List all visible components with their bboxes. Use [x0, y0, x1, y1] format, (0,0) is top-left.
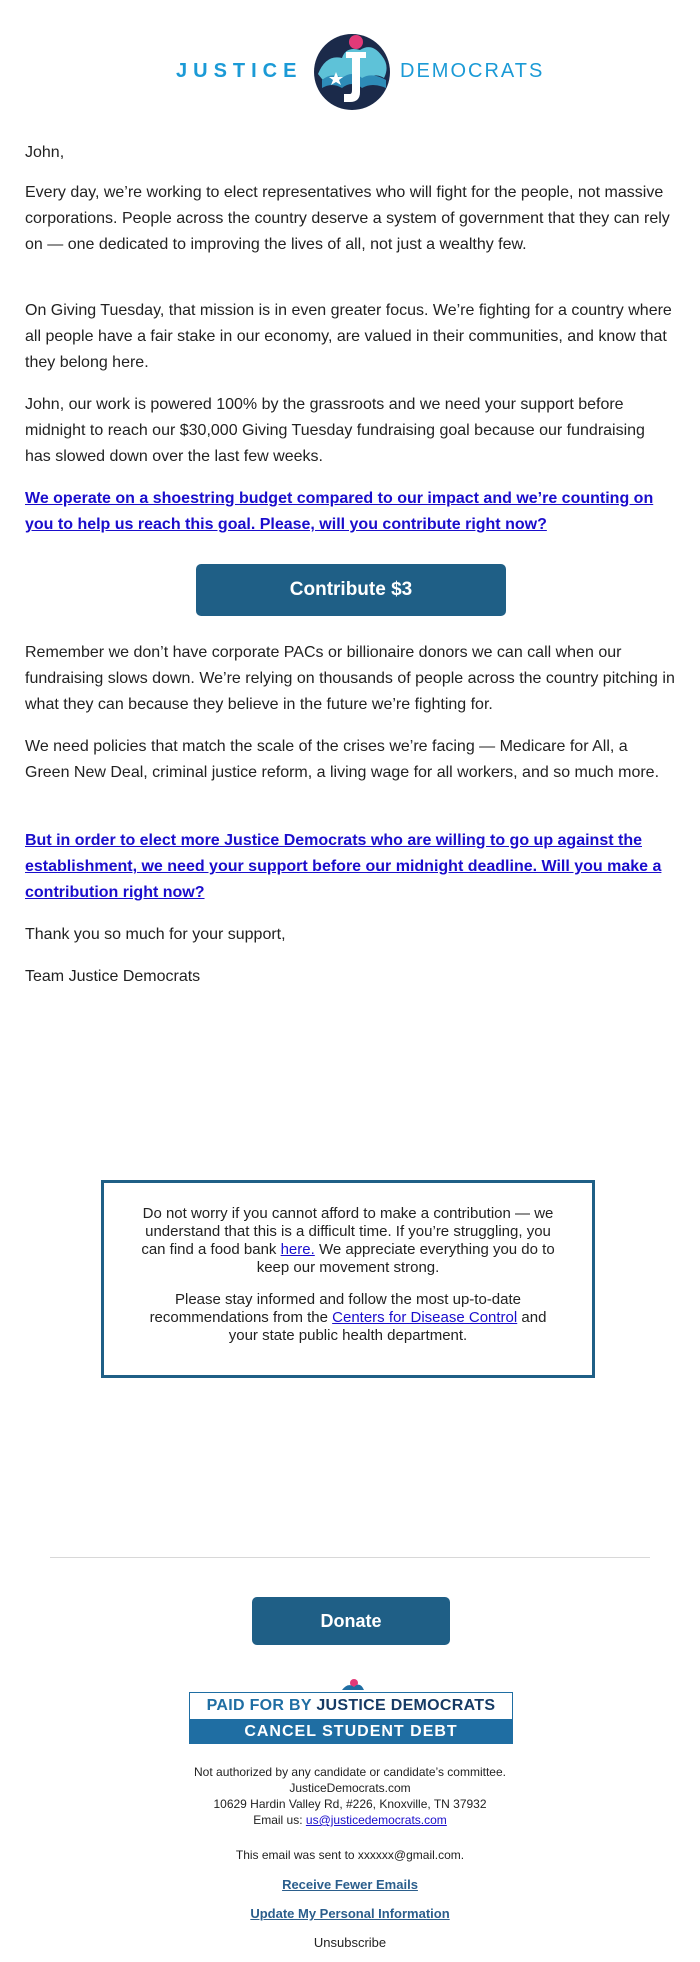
cancel-student-debt-line: CANCEL STUDENT DEBT — [189, 1720, 513, 1744]
paid-for-banner — [189, 1692, 513, 1744]
closing-line: Thank you so much for your support, — [25, 926, 286, 943]
appeal-link-1-container — [25, 486, 675, 538]
paid-for-line: PAID FOR BY JUSTICE DEMOCRATS — [189, 1692, 513, 1720]
notice-paragraph-1: Do not worry if you cannot afford to make a contribution — we understand that this is a difficult time. If you’re struggling, you can find a food bank here. We appreciate everything you do to keep our movement strong. — [141, 1205, 555, 1276]
signature: Team Justice Democrats — [25, 968, 201, 985]
paragraph-4: Remember we don’t have corporate PACs or billionaire donors we can call when our fundraising slows down. We’re relying on thousands of people across the country pitching in what they can because they believe in the future we’re fighting for. — [25, 644, 675, 713]
receive-fewer-emails-link[interactable]: Receive Fewer Emails — [282, 1877, 418, 1892]
donate-button[interactable]: Donate — [252, 1597, 450, 1645]
greeting: John, — [25, 144, 65, 161]
paragraph-2: On Giving Tuesday, that mission is in even greater focus. We’re fighting for a country where all people have a fair stake in our economy, are valued in their communities, and know that they belong here. — [25, 302, 672, 371]
paragraph-5: We need policies that match the scale of the crises we’re facing — Medicare for All, a Green New Deal, criminal justice reform, a living wage for all workers, and so much more. — [25, 738, 660, 781]
hardship-notice-box — [101, 1180, 595, 1378]
contribute-button[interactable]: Contribute $3 — [196, 564, 506, 616]
email-line: Email us: us@justicedemocrats.com — [253, 1813, 447, 1827]
justice-democrats-logo-icon — [312, 32, 392, 112]
appeal-link-1[interactable]: We operate on a shoestring budget compared to our impact and we’re counting on you to help us reach this goal. Please, will you contribute right now? — [25, 490, 654, 533]
brand-democrats: DEMOCRATS — [400, 60, 545, 82]
paragraph-1: Every day, we’re working to elect representatives who will fight for the people, not massive corporations. People across the country deserve a system of government that they can rely on — one dedicated to improving the lives of all, not just a wealthy few. — [25, 184, 670, 253]
email-link[interactable]: us@justicedemocrats.com — [305, 1813, 447, 1827]
sent-to-line: This email was sent to xxxxxx@gmail.com. — [235, 1848, 465, 1862]
email-header — [0, 28, 700, 112]
appeal-link-2-container — [25, 828, 675, 906]
website-text: JusticeDemocrats.com — [289, 1781, 411, 1795]
update-info-link[interactable]: Update My Personal Information — [250, 1906, 450, 1921]
paragraph-3: John, our work is powered 100% by the grassroots and we need your support before midnight to reach our $30,000 Giving Tuesday fundraising goal because our fundraising has slowed down over the last few weeks. — [25, 396, 645, 465]
unsubscribe-link[interactable]: Unsubscribe — [313, 1935, 387, 1950]
appeal-link-2[interactable]: But in order to elect more Justice Democrats who are willing to go up against the establishment, we need your support before our midnight deadline. Will you make a contribution right now? — [25, 832, 662, 901]
disclaimer: Not authorized by any candidate or candidate’s committee. — [194, 1765, 506, 1779]
cdc-link[interactable]: Centers for Disease Control — [332, 1309, 518, 1326]
brand-justice: JUSTICE — [176, 60, 303, 82]
food-bank-link[interactable]: here. — [280, 1241, 315, 1258]
notice-paragraph-2: Please stay informed and follow the most up-to-date recommendations from the Centers for Disease Control and your state public health department. — [149, 1291, 547, 1344]
mailing-address: 10629 Hardin Valley Rd, #226, Knoxville, TN 37932 — [213, 1797, 487, 1811]
footer-divider — [50, 1557, 650, 1558]
